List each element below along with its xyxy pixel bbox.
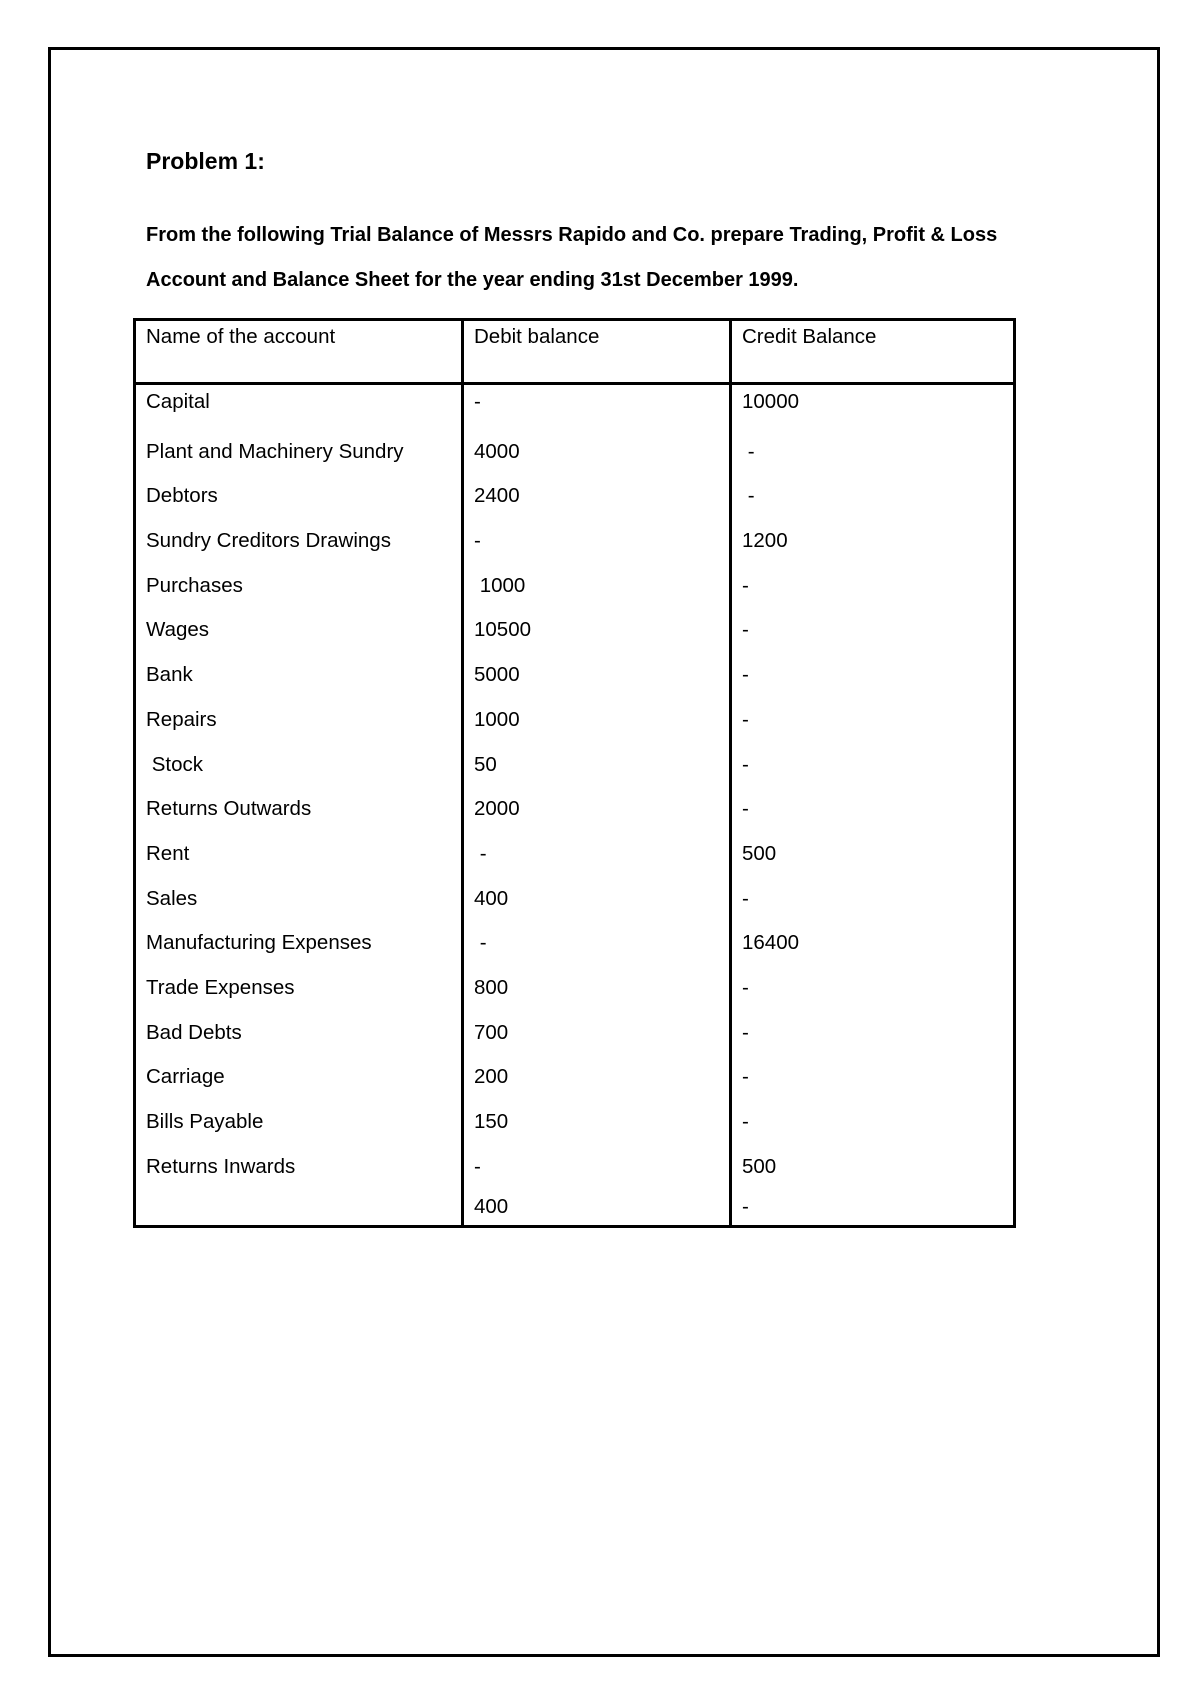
trial-balance-table [133, 318, 1016, 1228]
cell-debit: 1000 [463, 698, 731, 743]
cell-debit: 2000 [463, 787, 731, 832]
cell-credit: - [731, 966, 1015, 1011]
table-header-row [135, 320, 1015, 384]
cell-account: Bad Debts [135, 1011, 463, 1056]
cell-debit: 10500 [463, 608, 731, 653]
cell-credit: 500 [731, 1145, 1015, 1190]
cell-credit: 500 [731, 832, 1015, 877]
header-debit: Debit balance [463, 320, 731, 384]
cell-credit: - [731, 474, 1015, 519]
cell-account: Capital [135, 384, 463, 430]
cell-account: Bills Payable [135, 1100, 463, 1145]
cell-credit: 1200 [731, 519, 1015, 564]
table-row [135, 519, 1015, 564]
cell-debit: - [463, 519, 731, 564]
table-row [135, 743, 1015, 788]
cell-credit: - [731, 430, 1015, 475]
cell-debit: - [463, 832, 731, 877]
table-row [135, 1011, 1015, 1056]
cell-account: Plant and Machinery Sundry [135, 430, 463, 475]
cell-debit: 800 [463, 966, 731, 1011]
cell-debit: - [463, 384, 731, 430]
cell-debit: 1000 [463, 564, 731, 609]
cell-debit: - [463, 921, 731, 966]
cell-debit: 4000 [463, 430, 731, 475]
cell-account: Debtors [135, 474, 463, 519]
cell-account: Bank [135, 653, 463, 698]
cell-account: Repairs [135, 698, 463, 743]
cell-account: Manufacturing Expenses [135, 921, 463, 966]
cell-credit: - [731, 608, 1015, 653]
cell-credit: 10000 [731, 384, 1015, 430]
problem-statement-line: From the following Trial Balance of Messrs Rapido and Co. prepare Trading, Profit & Loss [146, 224, 998, 246]
cell-account: Wages [135, 608, 463, 653]
cell-debit: 700 [463, 1011, 731, 1056]
cell-account [135, 1189, 463, 1227]
table-row [135, 608, 1015, 653]
cell-debit: 50 [463, 743, 731, 788]
cell-credit: - [731, 564, 1015, 609]
cell-debit: 150 [463, 1100, 731, 1145]
table-row [135, 832, 1015, 877]
table-row [135, 474, 1015, 519]
table-row [135, 430, 1015, 475]
cell-credit: - [731, 698, 1015, 743]
cell-debit: 400 [463, 877, 731, 922]
problem-title: Problem 1: [146, 148, 265, 174]
table-row [135, 1189, 1015, 1227]
table-row [135, 384, 1015, 430]
cell-debit: 2400 [463, 474, 731, 519]
table-row [135, 698, 1015, 743]
header-account: Name of the account [135, 320, 463, 384]
cell-account: Purchases [135, 564, 463, 609]
cell-account: Stock [135, 743, 463, 788]
table-row [135, 966, 1015, 1011]
cell-account: Returns Inwards [135, 1145, 463, 1190]
cell-credit: - [731, 653, 1015, 698]
cell-account: Trade Expenses [135, 966, 463, 1011]
cell-debit: 200 [463, 1055, 731, 1100]
table-row [135, 1100, 1015, 1145]
cell-account: Returns Outwards [135, 787, 463, 832]
cell-debit: 400 [463, 1189, 731, 1227]
cell-debit: - [463, 1145, 731, 1190]
table-row [135, 921, 1015, 966]
problem-statement [146, 213, 1076, 303]
cell-credit: - [731, 1100, 1015, 1145]
cell-credit: - [731, 1189, 1015, 1227]
cell-account: Sales [135, 877, 463, 922]
cell-account: Carriage [135, 1055, 463, 1100]
cell-credit: - [731, 1055, 1015, 1100]
table-row [135, 1145, 1015, 1190]
table-row [135, 877, 1015, 922]
cell-debit: 5000 [463, 653, 731, 698]
cell-credit: - [731, 1011, 1015, 1056]
cell-account: Rent [135, 832, 463, 877]
cell-credit: - [731, 743, 1015, 788]
header-credit: Credit Balance [731, 320, 1015, 384]
cell-credit: - [731, 787, 1015, 832]
cell-credit: - [731, 877, 1015, 922]
cell-account: Sundry Creditors Drawings [135, 519, 463, 564]
problem-statement-line: Account and Balance Sheet for the year ending 31st December 1999. [146, 269, 799, 291]
table-row [135, 653, 1015, 698]
table-row [135, 564, 1015, 609]
table-row [135, 787, 1015, 832]
table-row [135, 1055, 1015, 1100]
cell-credit: 16400 [731, 921, 1015, 966]
